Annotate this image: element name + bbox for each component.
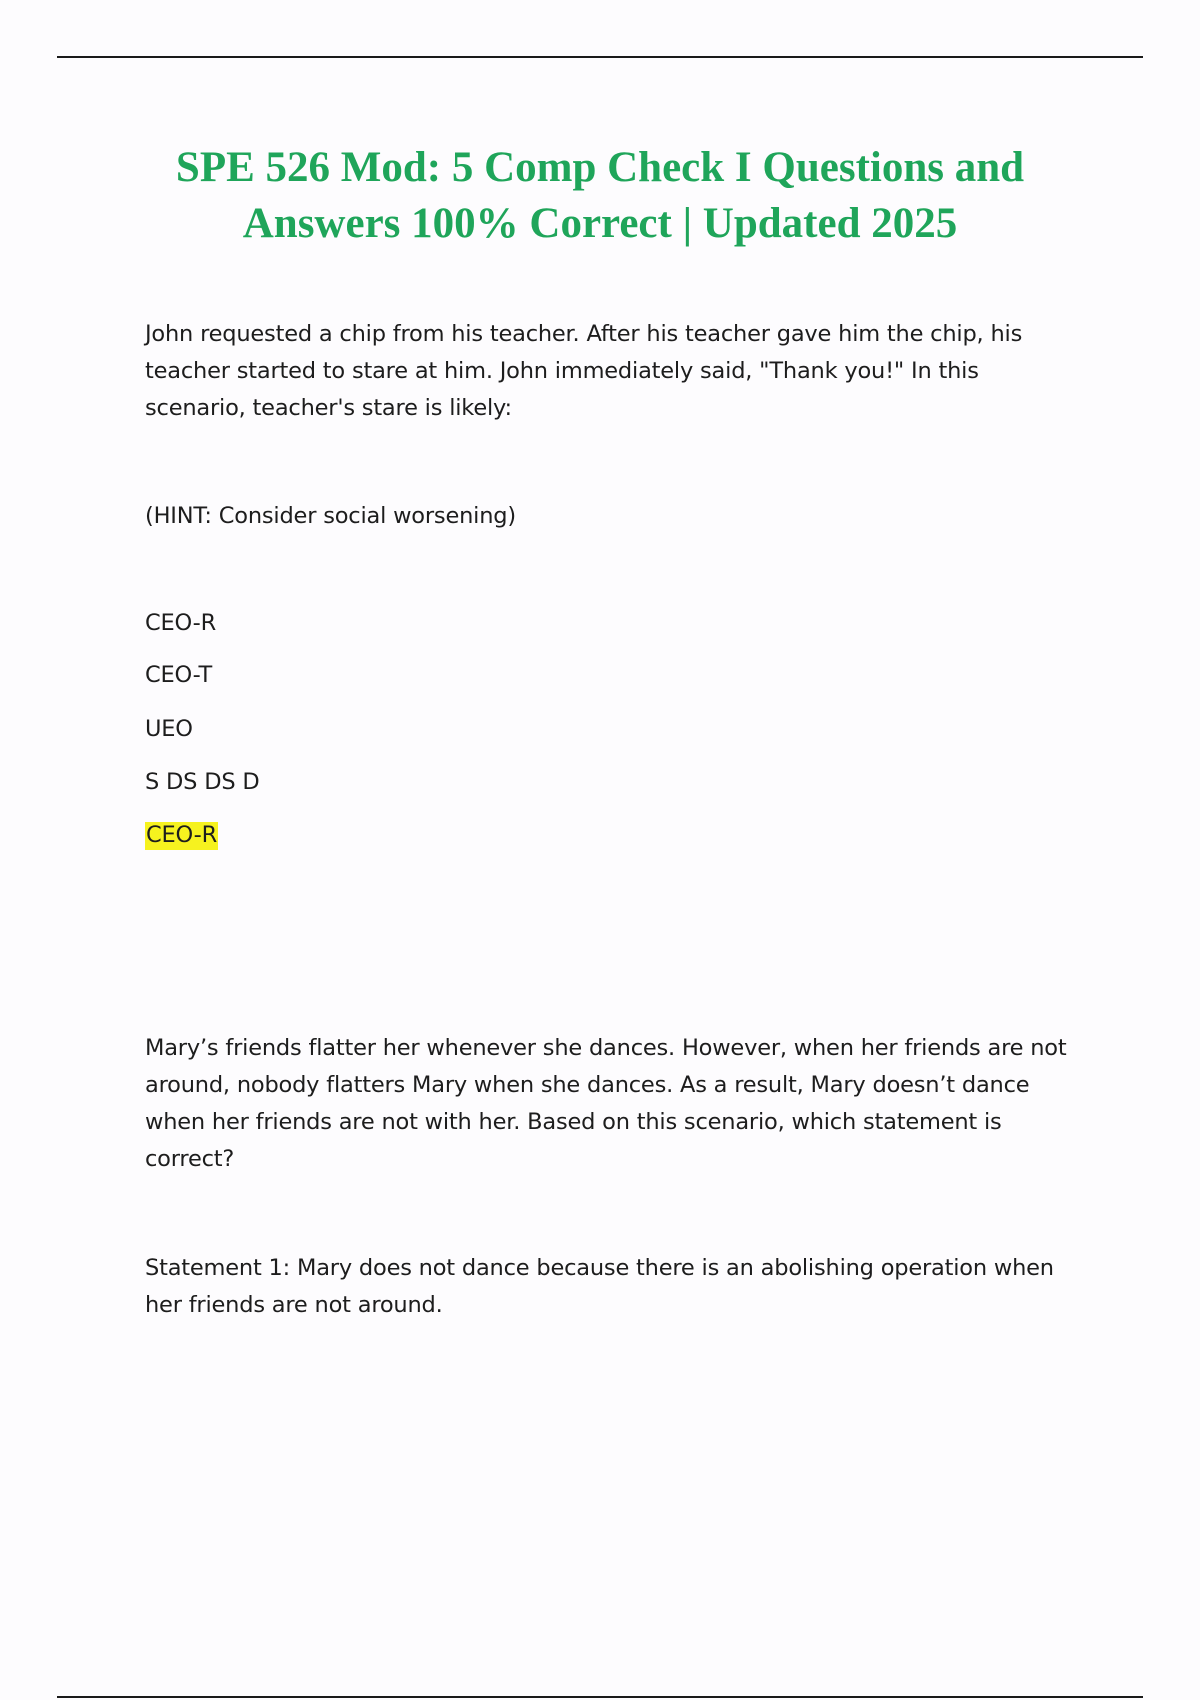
question-1-option-3: UEO [145,716,193,742]
top-rule [57,56,1143,58]
question-1-hint: (HINT: Consider social worsening) [145,503,516,529]
question-2-statement-1: Statement 1: Mary does not dance because there is an abolishing operation when her friends are not around. [145,1255,1054,1318]
document-title: SPE 526 Mod: 5 Comp Check I Questions and Answers 100% Correct | Updated 2025 [175,144,1025,247]
question-1-option-2: CEO-T [145,662,213,688]
question-1-answer [145,820,1085,850]
question-1-option-4: S DS DS D [145,769,260,795]
bottom-rule [57,1696,1143,1698]
question-2-prompt: Mary’s friends flatter her whenever she dances. However, when her friends are not around, nobody flatters Mary when she dances. As a result, Mary doesn’t dance when her friends are not with her. Based on this scenario, which statement is correct? [145,1035,1067,1172]
question-1-answer-highlight: CEO-R [146,822,218,848]
question-1-prompt: John requested a chip from his teacher. After his teacher gave him the chip, his teacher started to stare at him. John immediately said, "Thank you!" In this scenario, teacher's stare is likely: [145,321,1023,421]
question-1-option-1: CEO-R [145,610,217,636]
